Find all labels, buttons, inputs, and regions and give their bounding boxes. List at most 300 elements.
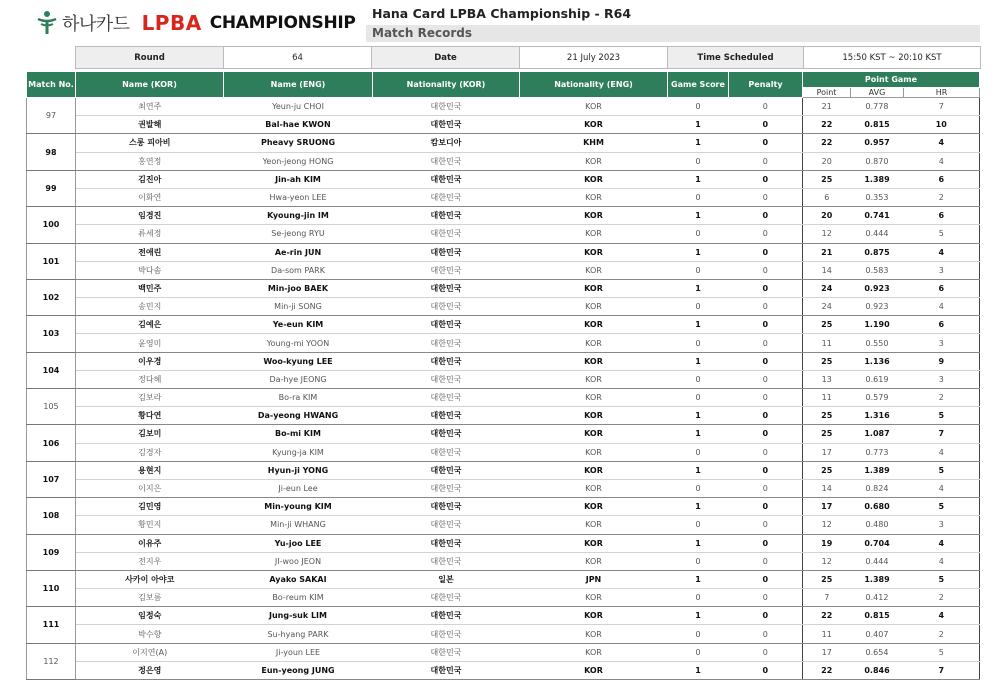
player-name-eng: Ji-eun Lee bbox=[224, 479, 373, 497]
avg-value: 0.773 bbox=[851, 443, 904, 461]
nationality-eng: KOR bbox=[520, 188, 668, 206]
col-avg: AVG bbox=[851, 88, 904, 98]
penalty-value: 0 bbox=[729, 607, 803, 625]
penalty-value: 0 bbox=[729, 461, 803, 479]
nationality-kor: 대한민국 bbox=[373, 261, 520, 279]
nationality-kor: 대한민국 bbox=[373, 316, 520, 334]
nationality-eng: KOR bbox=[520, 334, 668, 352]
penalty-value: 0 bbox=[729, 643, 803, 661]
match-number: 99 bbox=[27, 170, 76, 206]
penalty-value: 0 bbox=[729, 261, 803, 279]
point-value: 17 bbox=[803, 643, 851, 661]
hr-value: 7 bbox=[904, 425, 980, 443]
player-name-kor: 박다솜 bbox=[76, 261, 224, 279]
page-title: Hana Card LPBA Championship - R64 bbox=[372, 6, 632, 21]
avg-value: 0.824 bbox=[851, 479, 904, 497]
table-row bbox=[27, 534, 980, 552]
avg-value: 0.741 bbox=[851, 207, 904, 225]
nationality-eng: KOR bbox=[520, 298, 668, 316]
time-label: Time Scheduled bbox=[668, 47, 804, 69]
game-score: 0 bbox=[668, 261, 729, 279]
game-score: 1 bbox=[668, 534, 729, 552]
player-name-eng: Jung-suk LIM bbox=[224, 607, 373, 625]
table-row bbox=[27, 425, 980, 443]
table-row bbox=[27, 443, 980, 461]
col-nat-kor: Nationality (KOR) bbox=[373, 72, 520, 98]
nationality-eng: KOR bbox=[520, 225, 668, 243]
nationality-kor: 대한민국 bbox=[373, 243, 520, 261]
nationality-eng: KOR bbox=[520, 261, 668, 279]
nationality-kor: 대한민국 bbox=[373, 643, 520, 661]
nationality-eng: KOR bbox=[520, 370, 668, 388]
hr-value: 4 bbox=[904, 243, 980, 261]
player-name-kor: 정다혜 bbox=[76, 370, 224, 388]
player-name-kor: 최연주 bbox=[76, 98, 224, 116]
game-score: 0 bbox=[668, 643, 729, 661]
player-name-kor: 이우경 bbox=[76, 352, 224, 370]
penalty-value: 0 bbox=[729, 589, 803, 607]
player-name-kor: 스롱 피아비 bbox=[76, 134, 224, 152]
hr-value: 2 bbox=[904, 389, 980, 407]
avg-value: 0.704 bbox=[851, 534, 904, 552]
hr-value: 3 bbox=[904, 334, 980, 352]
player-name-eng: Bo-reum KIM bbox=[224, 589, 373, 607]
col-hr: HR bbox=[904, 88, 980, 98]
match-number: 97 bbox=[27, 98, 76, 134]
player-name-kor: 홍연정 bbox=[76, 152, 224, 170]
col-game-score: Game Score bbox=[668, 72, 729, 98]
logo-lpba-text: LPBA bbox=[141, 11, 202, 35]
player-name-eng: Jin-ah KIM bbox=[224, 170, 373, 188]
col-point: Point bbox=[803, 88, 851, 98]
nationality-kor: 대한민국 bbox=[373, 589, 520, 607]
player-name-kor: 박수향 bbox=[76, 625, 224, 643]
game-score: 1 bbox=[668, 498, 729, 516]
nationality-eng: KOR bbox=[520, 498, 668, 516]
point-value: 11 bbox=[803, 389, 851, 407]
hr-value: 4 bbox=[904, 443, 980, 461]
player-name-eng: Bal-hae KWON bbox=[224, 116, 373, 134]
hr-value: 6 bbox=[904, 170, 980, 188]
game-score: 0 bbox=[668, 443, 729, 461]
player-name-eng: Ye-eun KIM bbox=[224, 316, 373, 334]
nationality-eng: KOR bbox=[520, 479, 668, 497]
game-score: 1 bbox=[668, 352, 729, 370]
hr-value: 5 bbox=[904, 225, 980, 243]
penalty-value: 0 bbox=[729, 207, 803, 225]
penalty-value: 0 bbox=[729, 407, 803, 425]
hana-logo-icon bbox=[36, 10, 58, 36]
penalty-value: 0 bbox=[729, 98, 803, 116]
penalty-value: 0 bbox=[729, 370, 803, 388]
avg-value: 0.870 bbox=[851, 152, 904, 170]
point-value: 12 bbox=[803, 552, 851, 570]
player-name-kor: 정은영 bbox=[76, 661, 224, 679]
point-value: 7 bbox=[803, 589, 851, 607]
table-row bbox=[27, 170, 980, 188]
game-score: 0 bbox=[668, 334, 729, 352]
table-row bbox=[27, 207, 980, 225]
point-value: 25 bbox=[803, 407, 851, 425]
nationality-eng: KHM bbox=[520, 134, 668, 152]
player-name-eng: Eun-yeong JUNG bbox=[224, 661, 373, 679]
player-name-eng: Min-ji WHANG bbox=[224, 516, 373, 534]
nationality-eng: KOR bbox=[520, 152, 668, 170]
nationality-eng: KOR bbox=[520, 516, 668, 534]
match-number: 104 bbox=[27, 352, 76, 388]
game-score: 1 bbox=[668, 461, 729, 479]
avg-value: 0.923 bbox=[851, 279, 904, 297]
player-name-eng: Ae-rin JUN bbox=[224, 243, 373, 261]
match-number: 102 bbox=[27, 279, 76, 315]
nationality-kor: 대한민국 bbox=[373, 516, 520, 534]
time-value: 15:50 KST ~ 20:10 KST bbox=[804, 47, 981, 69]
hr-value: 6 bbox=[904, 207, 980, 225]
player-name-eng: Kyoung-jin IM bbox=[224, 207, 373, 225]
table-row bbox=[27, 279, 980, 297]
point-value: 20 bbox=[803, 207, 851, 225]
point-value: 6 bbox=[803, 188, 851, 206]
table-row bbox=[27, 134, 980, 152]
penalty-value: 0 bbox=[729, 443, 803, 461]
avg-value: 0.680 bbox=[851, 498, 904, 516]
point-value: 12 bbox=[803, 225, 851, 243]
avg-value: 0.412 bbox=[851, 589, 904, 607]
match-number: 108 bbox=[27, 498, 76, 534]
game-score: 0 bbox=[668, 188, 729, 206]
nationality-kor: 대한민국 bbox=[373, 607, 520, 625]
table-row bbox=[27, 607, 980, 625]
avg-value: 1.190 bbox=[851, 316, 904, 334]
avg-value: 1.389 bbox=[851, 170, 904, 188]
nationality-kor: 대한민국 bbox=[373, 534, 520, 552]
game-score: 0 bbox=[668, 479, 729, 497]
player-name-kor: 사카이 아야코 bbox=[76, 570, 224, 588]
hr-value: 6 bbox=[904, 316, 980, 334]
penalty-value: 0 bbox=[729, 534, 803, 552]
match-records-table bbox=[26, 71, 980, 680]
avg-value: 0.923 bbox=[851, 298, 904, 316]
nationality-kor: 대한민국 bbox=[373, 352, 520, 370]
nationality-kor: 대한민국 bbox=[373, 661, 520, 679]
nationality-kor: 대한민국 bbox=[373, 298, 520, 316]
match-number: 110 bbox=[27, 570, 76, 606]
game-score: 0 bbox=[668, 152, 729, 170]
hr-value: 5 bbox=[904, 407, 980, 425]
table-row bbox=[27, 298, 980, 316]
avg-value: 1.316 bbox=[851, 407, 904, 425]
penalty-value: 0 bbox=[729, 479, 803, 497]
game-score: 1 bbox=[668, 116, 729, 134]
game-score: 0 bbox=[668, 625, 729, 643]
hr-value: 4 bbox=[904, 152, 980, 170]
table-row bbox=[27, 643, 980, 661]
table-row bbox=[27, 461, 980, 479]
table-row bbox=[27, 570, 980, 588]
game-score: 0 bbox=[668, 516, 729, 534]
nationality-eng: KOR bbox=[520, 443, 668, 461]
avg-value: 0.407 bbox=[851, 625, 904, 643]
page-subtitle: Match Records bbox=[366, 25, 980, 42]
avg-value: 0.815 bbox=[851, 116, 904, 134]
player-name-kor: 임경진 bbox=[76, 207, 224, 225]
nationality-kor: 대한민국 bbox=[373, 225, 520, 243]
point-value: 14 bbox=[803, 479, 851, 497]
player-name-kor: 류세정 bbox=[76, 225, 224, 243]
round-label: Round bbox=[76, 47, 224, 69]
nationality-kor: 캄보디아 bbox=[373, 134, 520, 152]
nationality-kor: 대한민국 bbox=[373, 389, 520, 407]
nationality-kor: 대한민국 bbox=[373, 407, 520, 425]
point-value: 20 bbox=[803, 152, 851, 170]
avg-value: 0.579 bbox=[851, 389, 904, 407]
point-value: 25 bbox=[803, 316, 851, 334]
table-row bbox=[27, 243, 980, 261]
player-name-kor: 김보름 bbox=[76, 589, 224, 607]
game-score: 0 bbox=[668, 552, 729, 570]
player-name-eng: Min-ji SONG bbox=[224, 298, 373, 316]
player-name-eng: Yeon-jeong HONG bbox=[224, 152, 373, 170]
player-name-eng: Young-mi YOON bbox=[224, 334, 373, 352]
hr-value: 3 bbox=[904, 516, 980, 534]
col-name-eng: Name (ENG) bbox=[224, 72, 373, 98]
records-body bbox=[27, 98, 980, 680]
hr-value: 3 bbox=[904, 261, 980, 279]
penalty-value: 0 bbox=[729, 188, 803, 206]
col-name-kor: Name (KOR) bbox=[76, 72, 224, 98]
avg-value: 1.389 bbox=[851, 461, 904, 479]
table-row bbox=[27, 261, 980, 279]
avg-value: 1.389 bbox=[851, 570, 904, 588]
hr-value: 7 bbox=[904, 98, 980, 116]
penalty-value: 0 bbox=[729, 570, 803, 588]
point-value: 17 bbox=[803, 443, 851, 461]
player-name-eng: Yeun-ju CHOI bbox=[224, 98, 373, 116]
table-row bbox=[27, 516, 980, 534]
player-name-kor: 황다연 bbox=[76, 407, 224, 425]
col-point-game: Point Game bbox=[803, 72, 980, 88]
nationality-eng: KOR bbox=[520, 116, 668, 134]
penalty-value: 0 bbox=[729, 389, 803, 407]
game-score: 1 bbox=[668, 570, 729, 588]
match-number: 106 bbox=[27, 425, 76, 461]
col-match-no: Match No. bbox=[27, 72, 76, 98]
point-value: 22 bbox=[803, 661, 851, 679]
date-value: 21 July 2023 bbox=[520, 47, 668, 69]
nationality-eng: KOR bbox=[520, 643, 668, 661]
player-name-eng: Woo-kyung LEE bbox=[224, 352, 373, 370]
player-name-eng: Ji-youn LEE bbox=[224, 643, 373, 661]
point-value: 25 bbox=[803, 170, 851, 188]
nationality-eng: KOR bbox=[520, 661, 668, 679]
point-value: 11 bbox=[803, 334, 851, 352]
player-name-eng: Se-jeong RYU bbox=[224, 225, 373, 243]
hr-value: 7 bbox=[904, 661, 980, 679]
logo-hana-text: 하나카드 bbox=[62, 14, 130, 35]
player-name-kor: 김예은 bbox=[76, 316, 224, 334]
penalty-value: 0 bbox=[729, 661, 803, 679]
nationality-eng: JPN bbox=[520, 570, 668, 588]
nationality-kor: 대한민국 bbox=[373, 443, 520, 461]
hr-value: 3 bbox=[904, 370, 980, 388]
nationality-kor: 대한민국 bbox=[373, 98, 520, 116]
player-name-eng: Da-hye JEONG bbox=[224, 370, 373, 388]
point-value: 22 bbox=[803, 116, 851, 134]
game-score: 1 bbox=[668, 243, 729, 261]
table-row bbox=[27, 116, 980, 134]
player-name-kor: 윤영미 bbox=[76, 334, 224, 352]
nationality-eng: KOR bbox=[520, 389, 668, 407]
game-score: 0 bbox=[668, 98, 729, 116]
nationality-eng: KOR bbox=[520, 98, 668, 116]
game-score: 1 bbox=[668, 316, 729, 334]
table-row bbox=[27, 316, 980, 334]
player-name-kor: 백민주 bbox=[76, 279, 224, 297]
point-value: 25 bbox=[803, 461, 851, 479]
nationality-kor: 대한민국 bbox=[373, 625, 520, 643]
hr-value: 6 bbox=[904, 279, 980, 297]
hr-value: 4 bbox=[904, 298, 980, 316]
player-name-kor: 이화연 bbox=[76, 188, 224, 206]
match-number: 107 bbox=[27, 461, 76, 497]
player-name-kor: 용현지 bbox=[76, 461, 224, 479]
penalty-value: 0 bbox=[729, 170, 803, 188]
player-name-kor: 권발해 bbox=[76, 116, 224, 134]
hr-value: 5 bbox=[904, 498, 980, 516]
hr-value: 4 bbox=[904, 607, 980, 625]
table-row bbox=[27, 625, 980, 643]
point-value: 21 bbox=[803, 243, 851, 261]
table-row bbox=[27, 498, 980, 516]
nationality-eng: KOR bbox=[520, 316, 668, 334]
player-name-kor: 이지연(A) bbox=[76, 643, 224, 661]
game-score: 1 bbox=[668, 661, 729, 679]
table-row bbox=[27, 98, 980, 116]
nationality-kor: 일본 bbox=[373, 570, 520, 588]
hr-value: 5 bbox=[904, 461, 980, 479]
point-value: 22 bbox=[803, 134, 851, 152]
hr-value: 10 bbox=[904, 116, 980, 134]
avg-value: 0.353 bbox=[851, 188, 904, 206]
nationality-kor: 대한민국 bbox=[373, 279, 520, 297]
penalty-value: 0 bbox=[729, 152, 803, 170]
avg-value: 0.957 bbox=[851, 134, 904, 152]
col-penalty: Penalty bbox=[729, 72, 803, 98]
point-value: 25 bbox=[803, 425, 851, 443]
avg-value: 0.583 bbox=[851, 261, 904, 279]
nationality-eng: KOR bbox=[520, 461, 668, 479]
player-name-kor: 황민지 bbox=[76, 516, 224, 534]
game-score: 1 bbox=[668, 134, 729, 152]
table-row bbox=[27, 334, 980, 352]
round-value: 64 bbox=[224, 47, 372, 69]
table-row bbox=[27, 370, 980, 388]
player-name-kor: 김보라 bbox=[76, 389, 224, 407]
point-value: 25 bbox=[803, 570, 851, 588]
game-score: 0 bbox=[668, 589, 729, 607]
match-number: 98 bbox=[27, 134, 76, 170]
player-name-eng: Pheavy SRUONG bbox=[224, 134, 373, 152]
player-name-kor: 김진아 bbox=[76, 170, 224, 188]
hr-value: 2 bbox=[904, 625, 980, 643]
nationality-kor: 대한민국 bbox=[373, 170, 520, 188]
table-row bbox=[27, 352, 980, 370]
player-name-kor: 임정숙 bbox=[76, 607, 224, 625]
penalty-value: 0 bbox=[729, 425, 803, 443]
player-name-kor: 이지은 bbox=[76, 479, 224, 497]
avg-value: 0.654 bbox=[851, 643, 904, 661]
penalty-value: 0 bbox=[729, 352, 803, 370]
point-value: 19 bbox=[803, 534, 851, 552]
player-name-eng: Hwa-yeon LEE bbox=[224, 188, 373, 206]
penalty-value: 0 bbox=[729, 279, 803, 297]
point-value: 12 bbox=[803, 516, 851, 534]
penalty-value: 0 bbox=[729, 316, 803, 334]
avg-value: 0.846 bbox=[851, 661, 904, 679]
match-number: 100 bbox=[27, 207, 76, 243]
player-name-kor: 김민영 bbox=[76, 498, 224, 516]
penalty-value: 0 bbox=[729, 498, 803, 516]
player-name-eng: Su-hyang PARK bbox=[224, 625, 373, 643]
avg-value: 0.550 bbox=[851, 334, 904, 352]
nationality-eng: KOR bbox=[520, 425, 668, 443]
nationality-kor: 대한민국 bbox=[373, 425, 520, 443]
player-name-eng: Bo-ra KIM bbox=[224, 389, 373, 407]
game-score: 0 bbox=[668, 389, 729, 407]
nationality-kor: 대한민국 bbox=[373, 207, 520, 225]
table-row bbox=[27, 589, 980, 607]
avg-value: 0.815 bbox=[851, 607, 904, 625]
player-name-kor: 김보미 bbox=[76, 425, 224, 443]
page-header bbox=[0, 0, 1000, 44]
hr-value: 2 bbox=[904, 188, 980, 206]
nationality-eng: KOR bbox=[520, 552, 668, 570]
point-value: 22 bbox=[803, 607, 851, 625]
player-name-eng: Ayako SAKAI bbox=[224, 570, 373, 588]
nationality-eng: KOR bbox=[520, 407, 668, 425]
table-row bbox=[27, 152, 980, 170]
player-name-kor: 이유주 bbox=[76, 534, 224, 552]
game-score: 1 bbox=[668, 425, 729, 443]
penalty-value: 0 bbox=[729, 552, 803, 570]
player-name-eng: JI-woo JEON bbox=[224, 552, 373, 570]
game-score: 1 bbox=[668, 170, 729, 188]
point-value: 21 bbox=[803, 98, 851, 116]
date-label: Date bbox=[372, 47, 520, 69]
table-row bbox=[27, 389, 980, 407]
hr-value: 5 bbox=[904, 643, 980, 661]
logo-championship-text: CHAMPIONSHIP bbox=[209, 13, 356, 33]
table-row bbox=[27, 407, 980, 425]
nationality-kor: 대한민국 bbox=[373, 334, 520, 352]
match-number: 105 bbox=[27, 389, 76, 425]
player-name-kor: 전지우 bbox=[76, 552, 224, 570]
hr-value: 4 bbox=[904, 134, 980, 152]
hr-value: 4 bbox=[904, 479, 980, 497]
nationality-eng: KOR bbox=[520, 534, 668, 552]
nationality-eng: KOR bbox=[520, 207, 668, 225]
table-row bbox=[27, 661, 980, 679]
hr-value: 9 bbox=[904, 352, 980, 370]
avg-value: 0.480 bbox=[851, 516, 904, 534]
penalty-value: 0 bbox=[729, 225, 803, 243]
player-name-kor: 전애린 bbox=[76, 243, 224, 261]
avg-value: 0.778 bbox=[851, 98, 904, 116]
point-value: 17 bbox=[803, 498, 851, 516]
avg-value: 0.444 bbox=[851, 552, 904, 570]
penalty-value: 0 bbox=[729, 625, 803, 643]
nationality-kor: 대한민국 bbox=[373, 370, 520, 388]
